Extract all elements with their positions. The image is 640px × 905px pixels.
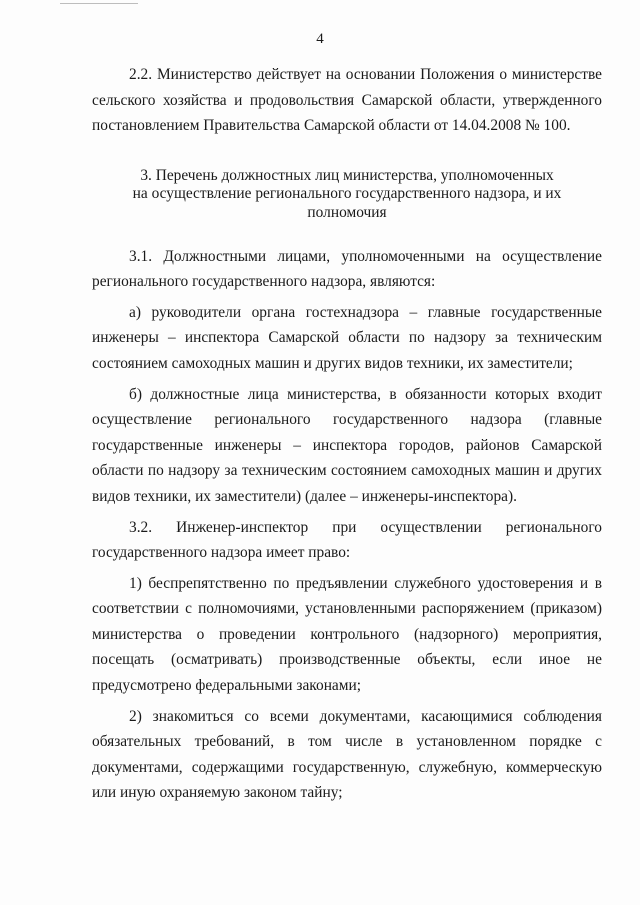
- paragraph-3-2-1: 1) беспрепятственно по предъявлении служебного удостоверения и в соответствии с полномочиями, установленными распоряжением (приказом) министерства о проведении контрольного (надзорного) мероприятия, посещать (осматривать) производственные объекты, если иное не предусмотрено федеральными законами;: [92, 574, 602, 695]
- paragraph-3-2: 3.2. Инженер-инспектор при осуществлении регионального государственного надзора имеет право:: [92, 518, 602, 562]
- paragraph-3-2-2: 2) знакомиться со всеми документами, касающимися соблюдения обязательных требований, в том числе в установленном порядке с документами, содержащими государственную, служебную, коммерческую или иную охраняемую законом тайну;: [92, 707, 602, 802]
- section-3-heading: 3. Перечень должностных лиц министерства, уполномоченных на осуществление регионального государственного надзора, и их полномочия: [132, 166, 562, 221]
- page-number: 4: [316, 31, 324, 47]
- paragraph-3-1: 3.1. Должностными лицами, уполномоченными на осуществление регионального государственного надзора, являются:: [92, 247, 602, 291]
- paragraph-3-1-a: а) руководители органа гостехнадзора – главные государственные инженеры – инспектора Самарской области по надзору за техническим состоянием самоходных машин и других видов техники, их заместители;: [92, 303, 602, 372]
- paragraph-3-1-b: б) должностные лица министерства, в обязанности которых входит осуществление регионального государственного надзора (главные государственные инженеры – инспектора городов, районов Самарской области по надзору за техническим состоянием самоходных машин и других видов техники, их заместители) (далее – инженеры-инспектора).: [92, 385, 602, 505]
- paragraph-2-2: 2.2. Министерство действует на основании Положения о министерстве сельского хозяйства и продовольствия Самарской области, утвержденного постановлением Правительства Самарской области от 14.04.2008 № 100.: [92, 66, 602, 135]
- scan-edge-mark: [60, 0, 138, 4]
- document-body: [92, 62, 602, 806]
